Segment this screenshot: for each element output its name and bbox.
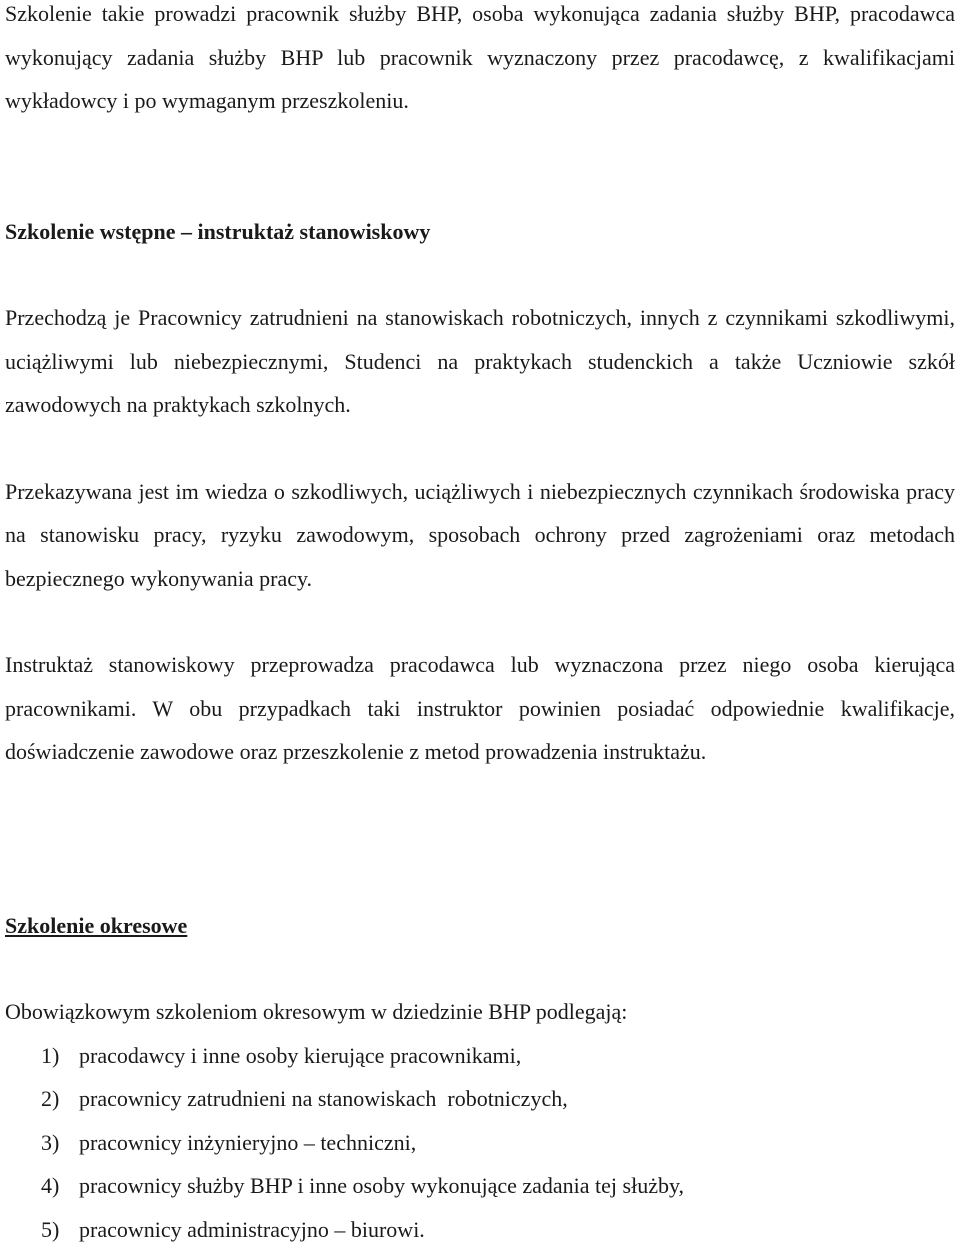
list-item-number: 1) — [5, 1034, 79, 1078]
list-item — [5, 1121, 955, 1165]
heading-initial-training: Szkolenie wstępne – instruktaż stanowiskowy — [5, 210, 955, 254]
list-item-number: 3) — [5, 1121, 79, 1165]
spacer — [5, 123, 955, 210]
spacer — [5, 253, 955, 296]
document-page — [5, 0, 955, 1251]
list-item-number: 2) — [5, 1077, 79, 1121]
list-item — [5, 1164, 955, 1208]
list-item-text: pracownicy administracyjno – biurowi. — [79, 1208, 425, 1251]
spacer — [5, 947, 955, 990]
initial-training-content-paragraph: Przekazywana jest im wiedza o szkodliwych, uciążliwych i niebezpiecznych czynnikach środowiska pracy na stanowisku pracy, ryzyku zawodowym, sposobach ochrony przed zagrożeniami oraz metodach bezpiecznego wykonywania pracy. — [5, 470, 955, 601]
spacer — [5, 600, 955, 643]
list-item-number: 4) — [5, 1164, 79, 1208]
list-item — [5, 1034, 955, 1078]
spacer — [5, 774, 955, 904]
list-item-text: pracownicy inżynieryjno – techniczni, — [79, 1121, 416, 1165]
list-item-text: pracodawcy i inne osoby kierujące pracownikami, — [79, 1034, 521, 1078]
intro-paragraph: Szkolenie takie prowadzi pracownik służby BHP, osoba wykonująca zadania służby BHP, pracodawca wykonujący zadania służby BHP lub pracownik wyznaczony przez pracodawcę, z kwalifikacjami wykładowcy i po wymaganym przeszkoleniu. — [5, 0, 955, 123]
list-item — [5, 1208, 955, 1251]
periodic-training-list — [5, 1034, 955, 1251]
list-item — [5, 1077, 955, 1121]
list-item-text: pracownicy zatrudnieni na stanowiskach robotniczych, — [79, 1077, 568, 1121]
list-item-number: 5) — [5, 1208, 79, 1251]
periodic-training-lead: Obowiązkowym szkoleniom okresowym w dziedzinie BHP podlegają: — [5, 990, 955, 1034]
list-item-text: pracownicy służby BHP i inne osoby wykonujące zadania tej służby, — [79, 1164, 684, 1208]
initial-training-instructor-paragraph: Instruktaż stanowiskowy przeprowadza pracodawca lub wyznaczona przez niego osoba kierująca pracownikami. W obu przypadkach taki instruktor powinien posiadać odpowiednie kwalifikacje, doświadczenie zawodowe oraz przeszkolenie z metod prowadzenia instruktażu. — [5, 643, 955, 774]
heading-periodic-training: Szkolenie okresowe — [5, 904, 955, 948]
initial-training-participants-paragraph: Przechodzą je Pracownicy zatrudnieni na stanowiskach robotniczych, innych z czynnikami szkodliwymi, uciążliwymi lub niebezpiecznymi, Studenci na praktykach studenckich a także Uczniowie szkół zawodowych na praktykach szkolnych. — [5, 296, 955, 427]
spacer — [5, 427, 955, 470]
